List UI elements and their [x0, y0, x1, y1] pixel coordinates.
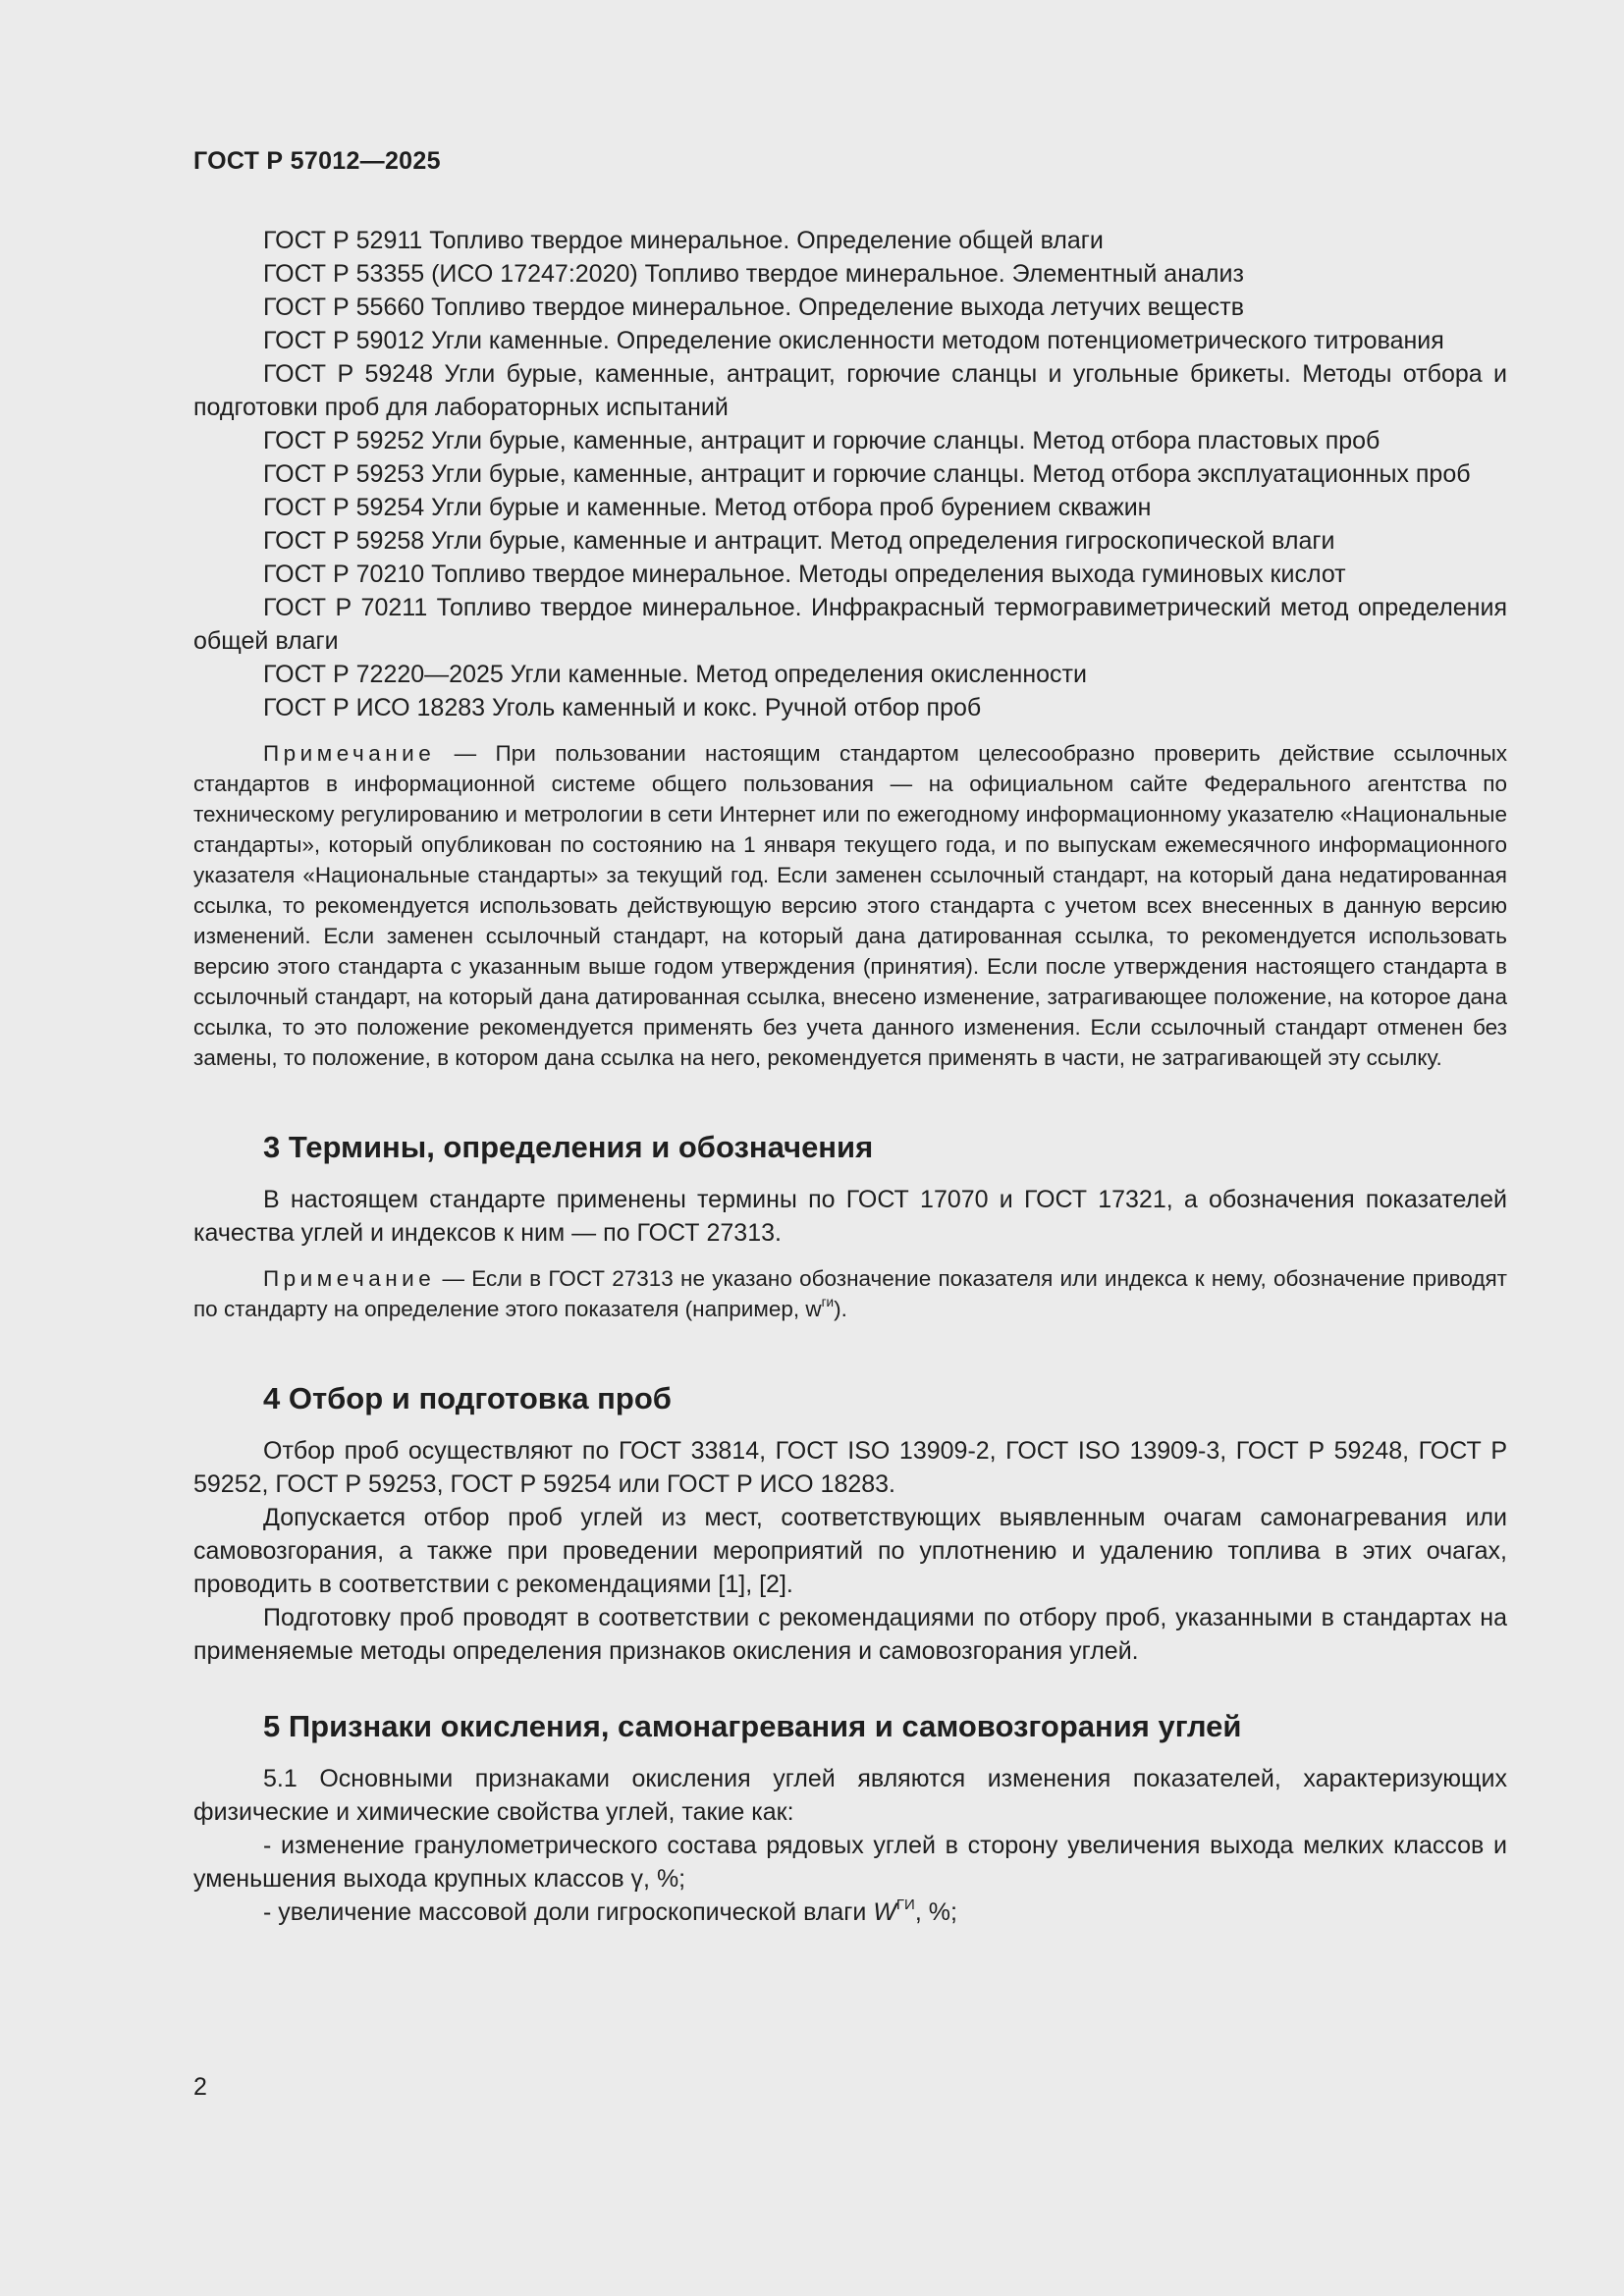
list-item-end: , %; — [914, 1898, 957, 1926]
page-number: 2 — [193, 2073, 207, 2101]
section-4-paragraph: Допускается отбор проб углей из мест, соответствующих выявленным очагам самонагревания или самовозгорания, а также при проведении мероприятий по уплотнению и удалению топлива в этих очагах, проводить в соответствии с рекомендациями [1], [2]. — [193, 1504, 1507, 1598]
note-label: Примечание — [263, 741, 436, 766]
reference-item: ГОСТ Р 70210 Топливо твердое минеральное. Методы определения выхода гуминовых кислот — [263, 561, 1346, 588]
reference-item: ГОСТ Р 59012 Угли каменные. Определение окисленности методом потенциометрического титрования — [263, 327, 1444, 354]
section-4-paragraph: Подготовку проб проводят в соответствии с рекомендациями по отбору проб, указанными в стандартах на применяемые методы определения признаков окисления и самовозгорания углей. — [193, 1604, 1507, 1665]
moisture-symbol: W — [873, 1898, 896, 1926]
list-item — [193, 1896, 1507, 1929]
section-3-heading: 3 Термины, определения и обозначения — [263, 1130, 874, 1164]
reference-item: ГОСТ Р ИСО 18283 Уголь каменный и кокс. Ручной отбор проб — [263, 694, 982, 721]
clause-5-1: 5.1 Основными признаками окисления углей являются изменения показателей, характеризующих физические и химические свойства углей, такие как: — [193, 1765, 1507, 1826]
reference-item: ГОСТ Р 59258 Угли бурые, каменные и антрацит. Метод определения гигроскопической влаги — [263, 527, 1335, 555]
reference-item: ГОСТ Р 59248 Угли бурые, каменные, антрацит, горючие сланцы и угольные брикеты. Методы отбора и подготовки проб для лабораторных испытаний — [193, 360, 1507, 421]
section-4-heading: 4 Отбор и подготовка проб — [263, 1381, 672, 1415]
list-item-text: - увеличение массовой доли гигроскопической влаги — [263, 1898, 874, 1926]
reference-item: ГОСТ Р 59252 Угли бурые, каменные, антрацит и горючие сланцы. Метод отбора пластовых проб — [263, 427, 1380, 454]
running-header: ГОСТ Р 57012—2025 — [193, 147, 441, 175]
moisture-superscript: ГИ — [895, 1896, 915, 1913]
note-superscript: ги — [821, 1294, 835, 1309]
section-3-note — [193, 1263, 1507, 1324]
reference-item: ГОСТ Р 70211 Топливо твердое минеральное. Инфракрасный термогравиметрический метод определения общей влаги — [193, 594, 1507, 655]
section-5-heading: 5 Признаки окисления, самонагревания и самовозгорания углей — [263, 1709, 1242, 1743]
list-item: - изменение гранулометрического состава рядовых углей в сторону увеличения выхода мелких классов и уменьшения выхода крупных классов γ, %; — [193, 1832, 1507, 1893]
note-end: ). — [834, 1297, 847, 1321]
references-note — [193, 738, 1507, 1073]
reference-item: ГОСТ Р 59253 Угли бурые, каменные, антрацит и горючие сланцы. Метод отбора эксплуатационных проб — [263, 460, 1471, 488]
reference-item: ГОСТ Р 52911 Топливо твердое минеральное. Определение общей влаги — [263, 227, 1104, 254]
reference-item: ГОСТ Р 72220—2025 Угли каменные. Метод определения окисленности — [263, 661, 1087, 688]
reference-item: ГОСТ Р 53355 (ИСО 17247:2020) Топливо твердое минеральное. Элементный анализ — [263, 260, 1244, 288]
reference-item: ГОСТ Р 55660 Топливо твердое минеральное. Определение выхода летучих веществ — [263, 294, 1245, 321]
page-content — [193, 224, 1507, 1929]
reference-item: ГОСТ Р 59254 Угли бурые и каменные. Метод отбора проб бурением скважин — [263, 494, 1152, 521]
note-label: Примечание — [263, 1266, 436, 1291]
section-4-paragraph: Отбор проб осуществляют по ГОСТ 33814, ГОСТ ISO 13909-2, ГОСТ ISO 13909-3, ГОСТ Р 59248, ГОСТ Р 59252, ГОСТ Р 59253, ГОСТ Р 59254 или ГОСТ Р ИСО 18283. — [193, 1437, 1507, 1498]
normative-references-list — [193, 224, 1507, 724]
section-3-paragraph: В настоящем стандарте применены термины по ГОСТ 17070 и ГОСТ 17321, а обозначения показателей качества углей и индексов к ним — по ГОСТ 27313. — [193, 1186, 1507, 1247]
note-text: — Если в ГОСТ 27313 не указано обозначение показателя или индекса к нему, обозначение приводят по стандарту на определение этого показателя (например, w — [193, 1266, 1507, 1321]
note-text: — При пользовании настоящим стандартом целесообразно проверить действие ссылочных стандартов в информационной системе общего пользования — на официальном сайте Федерального агентства по техническому регулированию и метрологии в сети Интернет или по ежегодному информационному указателю «Национальные стандарты», который опубликован по состоянию на 1 января текущего года, и по выпускам ежемесячного информационного указателя «Национальные стандарты» за текущий год. Если заменен ссылочный стандарт, на который дана недатированная ссылка, то рекомендуется использовать действующую версию этого стандарта с учетом всех внесенных в данную версию изменений. Если заменен ссылочный стандарт, на который дана датированная ссылка, то рекомендуется использовать версию этого стандарта с указанным выше годом утверждения (принятия). Если после утверждения настоящего стандарта в ссылочный стандарт, на который дана датированная ссылка, внесено изменение, затрагивающее положение, на которое дана ссылка, то это положение рекомендуется применять без учета данного изменения. Если ссылочный стандарт отменен без замены, то положение, в котором дана ссылка на него, рекомендуется применять в части, не затрагивающей эту ссылку. — [193, 741, 1507, 1070]
